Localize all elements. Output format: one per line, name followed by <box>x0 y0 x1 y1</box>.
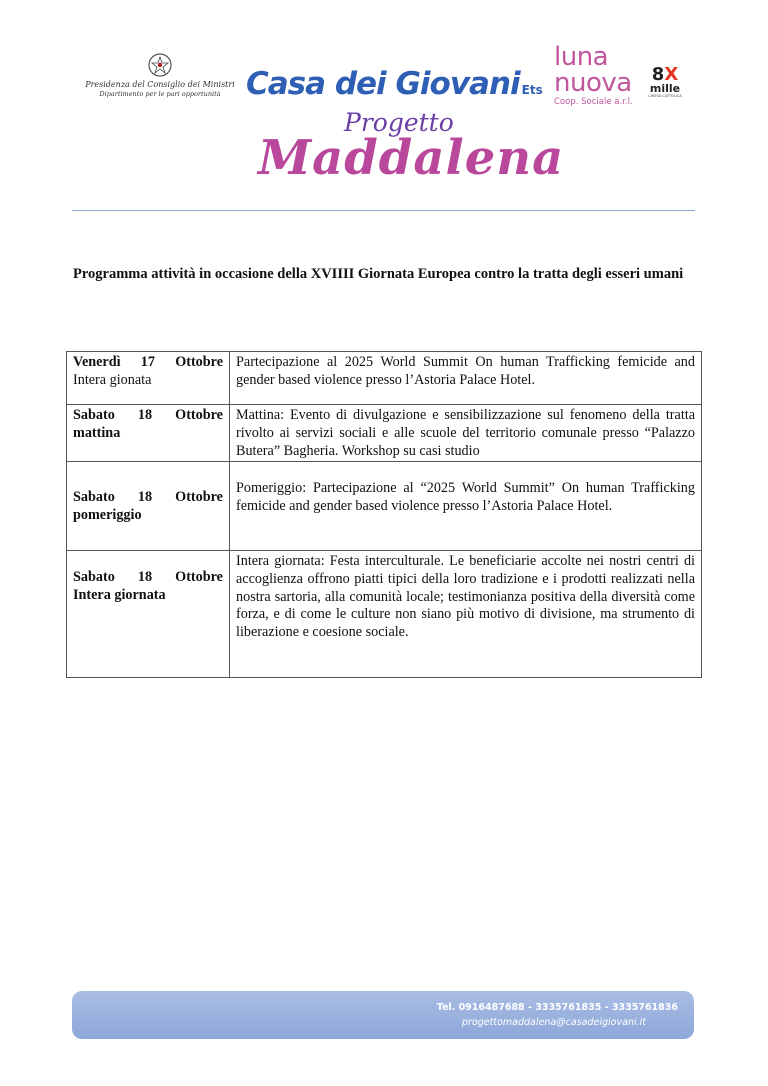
description-cell: Mattina: Evento di divulgazione e sensibilizzazione sul fenomeno della tratta rivolto ai servizi sociali e alle scuole del territorio comunale presso “Palazzo Butera” Bagheria. Workshop su casi studio <box>230 405 702 462</box>
description-cell: Intera giornata: Festa interculturale. Le beneficiarie accolte nei nostri centri di accoglienza offrono piatti tipici della loro tradizione e i prodotti realizzati nella nostra sartoria, alla comunità locale; testimonianza positiva della diversità come forza, e di come le culture non siano più motivo di divisione, ma strumento di liberazione e coesione sociale. <box>230 551 702 678</box>
date-cell <box>67 352 230 405</box>
header-divider <box>72 210 695 211</box>
day-number: 18 <box>137 569 153 585</box>
gov-line1: Presidenza del Consiglio dei Ministri <box>85 80 235 89</box>
project-logo-main: Maddalena <box>258 130 565 186</box>
casa-logo-text: Casa dei Giovani <box>246 66 520 102</box>
footer-phone: Tel. 0916487688 - 3335761835 - 3335761836 <box>436 1002 678 1013</box>
italian-emblem-icon <box>147 52 173 78</box>
day-number: 18 <box>137 489 153 506</box>
otto-per-mille-logo <box>647 66 683 99</box>
day-name: Sabato <box>73 569 115 585</box>
month: Ottobre <box>175 489 223 506</box>
day-number: 18 <box>137 407 153 423</box>
footer-contact-bar <box>72 991 694 1039</box>
gov-line2: Dipartimento per le pari opportunità <box>99 90 221 98</box>
description-cell: Partecipazione al 2025 World Summit On human Trafficking femicide and gender based violence presso l’Astoria Palace Hotel. <box>230 352 702 405</box>
day-part: pomeriggio <box>73 507 142 523</box>
day-name: Venerdì <box>73 354 121 370</box>
day-part: Intera giornata <box>73 586 166 603</box>
month: Ottobre <box>175 407 223 423</box>
casa-dei-giovani-logo <box>246 66 543 102</box>
casa-logo-suffix: Ets <box>521 83 543 97</box>
table-row <box>67 551 702 678</box>
project-logo-top: Progetto <box>344 108 454 137</box>
day-name: Sabato <box>73 407 115 423</box>
description-cell: Pomeriggio: Partecipazione al “2025 World Summit” On human Trafficking femicide and gender based violence presso l’Astoria Palace Hotel. <box>230 462 702 551</box>
otto-x: X <box>664 64 679 85</box>
day-number: 17 <box>140 354 155 370</box>
table-row <box>67 405 702 462</box>
luna-logo-text: luna nuova <box>554 42 632 98</box>
date-cell <box>67 462 230 551</box>
date-cell <box>67 551 230 678</box>
day-part: Intera gionata <box>73 371 152 388</box>
day-part: mattina <box>73 424 121 441</box>
government-logo <box>84 52 236 98</box>
date-cell <box>67 405 230 462</box>
luna-nuova-logo <box>554 44 633 107</box>
progetto-maddalena-logo <box>258 108 565 208</box>
table-row <box>67 462 702 551</box>
otto-number: 8 <box>651 64 665 85</box>
footer-email[interactable]: progettomaddalena@casadeigiovani.it <box>462 1017 646 1028</box>
table-row <box>67 352 702 405</box>
day-name: Sabato <box>73 489 115 506</box>
month: Ottobre <box>175 354 223 370</box>
otto-mille-text: mille <box>649 82 681 95</box>
month: Ottobre <box>175 569 223 585</box>
document-title: Programma attività in occasione della XVIIII Giornata Europea contro la tratta degli esseri umani <box>73 266 684 282</box>
program-table <box>66 351 702 678</box>
otto-small-text: CHIESA CATTOLICA <box>648 94 682 98</box>
luna-logo-subtitle: Coop. Sociale a.r.l. <box>554 97 633 107</box>
